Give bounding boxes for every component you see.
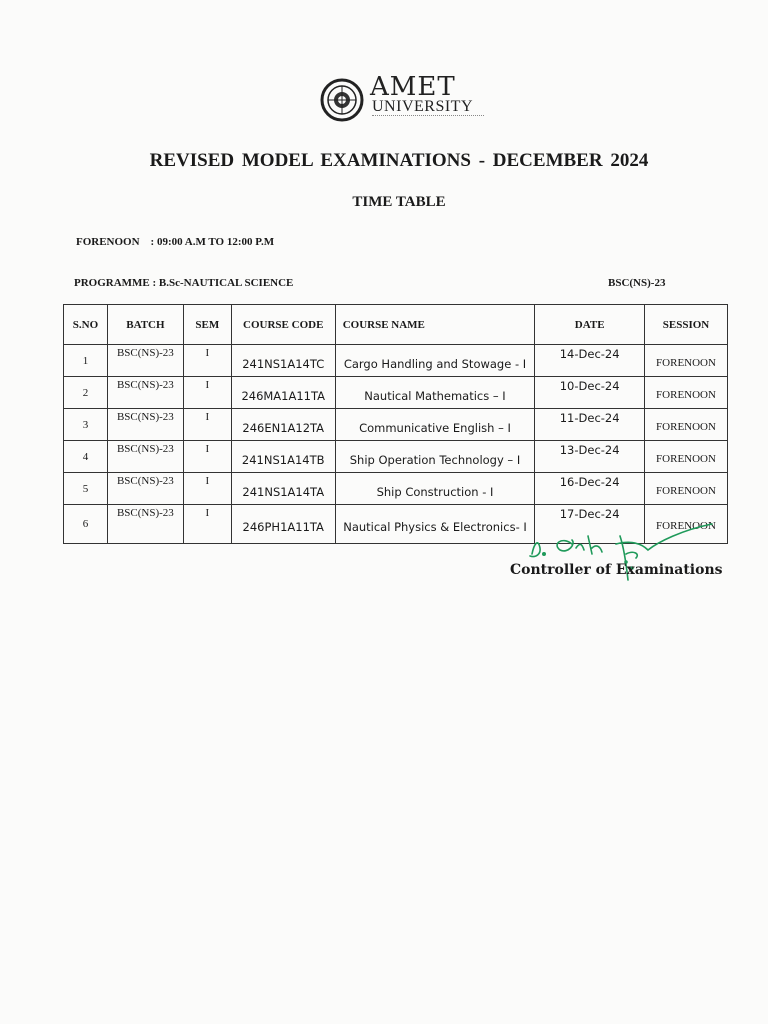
amet-logo: [320, 72, 490, 124]
logo-name: AMET: [370, 72, 456, 102]
cell-date: 14-Dec-24: [535, 345, 645, 377]
cell-course-name: Ship Construction - I: [335, 473, 535, 505]
cell-batch: BSC(NS)-23: [107, 409, 183, 441]
cell-sem: I: [183, 473, 231, 505]
document-subtitle: TIME TABLE: [352, 194, 446, 210]
cell-session: FORENOON: [645, 409, 728, 441]
cell-course-name: Ship Operation Technology – I: [335, 441, 535, 473]
header-date: DATE: [535, 305, 645, 345]
controller-of-examinations: Controller of Examinations: [510, 562, 723, 578]
cell-course-name: Cargo Handling and Stowage - I: [335, 345, 535, 377]
cell-session: FORENOON: [645, 473, 728, 505]
table-header-row: [64, 305, 728, 345]
table-row: [64, 409, 728, 441]
table-row: [64, 377, 728, 409]
header-sno: S.NO: [64, 305, 108, 345]
cell-sno: 2: [64, 377, 108, 409]
logo-tagline-line: [372, 115, 484, 119]
header-session: SESSION: [645, 305, 728, 345]
cell-sem: I: [183, 377, 231, 409]
cell-sem: I: [183, 345, 231, 377]
cell-batch: BSC(NS)-23: [107, 345, 183, 377]
cell-sem: I: [183, 441, 231, 473]
cell-batch: BSC(NS)-23: [107, 377, 183, 409]
header-batch: BATCH: [107, 305, 183, 345]
cell-sno: 5: [64, 473, 108, 505]
cell-session: FORENOON: [645, 345, 728, 377]
cell-course-name: Communicative English – I: [335, 409, 535, 441]
cell-date: 10-Dec-24: [535, 377, 645, 409]
cell-sno: 6: [64, 505, 108, 544]
cell-batch: BSC(NS)-23: [107, 505, 183, 544]
session-timing: FORENOON : 09:00 A.M TO 12:00 P.M: [76, 236, 275, 248]
cell-course-name: Nautical Physics & Electronics- I: [335, 505, 535, 544]
header-sem: SEM: [183, 305, 231, 345]
batch-code: BSC(NS)-23: [608, 277, 666, 289]
cell-sno: 4: [64, 441, 108, 473]
cell-batch: BSC(NS)-23: [107, 473, 183, 505]
cell-course-code: 241NS1A14TB: [231, 441, 335, 473]
cell-sno: 3: [64, 409, 108, 441]
document-title: REVISED MODEL EXAMINATIONS - DECEMBER 2024: [149, 150, 649, 171]
university-seal-icon: [320, 78, 364, 122]
cell-course-code: 241NS1A14TC: [231, 345, 335, 377]
header-course-name: COURSE NAME: [335, 305, 535, 345]
cell-date: 17-Dec-24: [535, 505, 645, 544]
cell-sem: I: [183, 505, 231, 544]
time-table: [63, 304, 728, 544]
cell-date: 13-Dec-24: [535, 441, 645, 473]
logo-subname: UNIVERSITY: [372, 98, 473, 115]
cell-session: FORENOON: [645, 441, 728, 473]
cell-course-code: 246MA1A11TA: [231, 377, 335, 409]
table-row: [64, 345, 728, 377]
cell-sem: I: [183, 409, 231, 441]
cell-date: 11-Dec-24: [535, 409, 645, 441]
cell-session: FORENOON: [645, 505, 728, 544]
cell-batch: BSC(NS)-23: [107, 441, 183, 473]
table-row: [64, 441, 728, 473]
header-course-code: COURSE CODE: [231, 305, 335, 345]
cell-course-name: Nautical Mathematics – I: [335, 377, 535, 409]
cell-date: 16-Dec-24: [535, 473, 645, 505]
cell-course-code: 246EN1A12TA: [231, 409, 335, 441]
cell-session: FORENOON: [645, 377, 728, 409]
table-row: [64, 473, 728, 505]
cell-course-code: 246PH1A11TA: [231, 505, 335, 544]
programme-label: PROGRAMME : B.Sc-NAUTICAL SCIENCE: [74, 277, 294, 289]
cell-course-code: 241NS1A14TA: [231, 473, 335, 505]
cell-sno: 1: [64, 345, 108, 377]
